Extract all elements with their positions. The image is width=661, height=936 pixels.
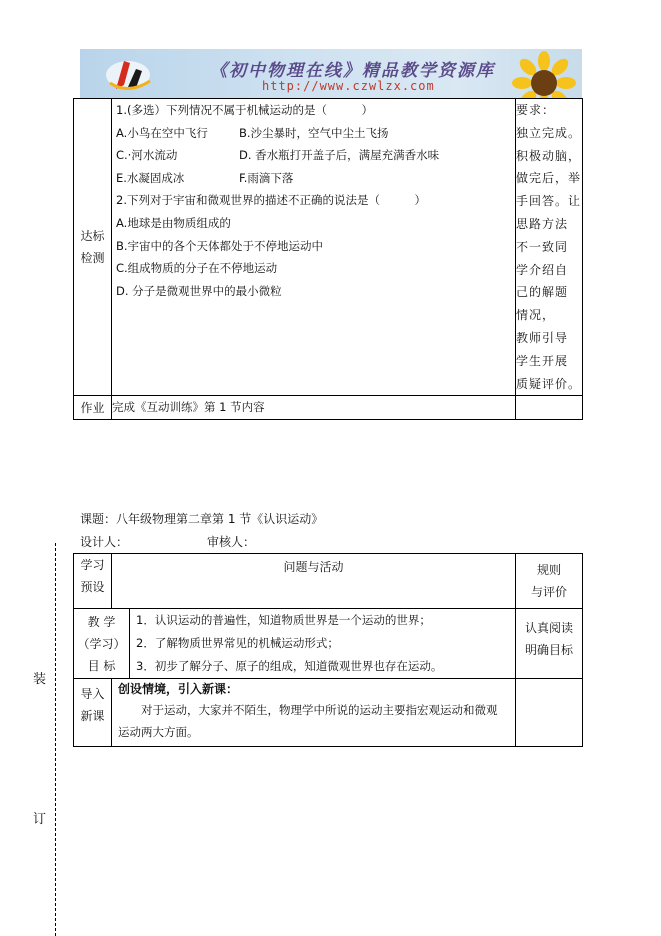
course-title: 课题：八年级物理第二章第 1 节《认识运动》 bbox=[80, 512, 324, 526]
intro-content bbox=[112, 679, 516, 747]
site-logo-icon bbox=[102, 55, 158, 93]
header-evaluation: 规则 与评价 bbox=[516, 554, 583, 609]
assessment-label: 达标 检测 bbox=[74, 99, 112, 396]
question-1-option-row: A.小鸟在空中飞行 B.沙尘暴时，空气中尘土飞扬 bbox=[116, 125, 389, 140]
intro-text: 对于运动，大家并不陌生，物理学中所说的运动主要指宏观运动和微观 bbox=[118, 703, 498, 717]
assessment-table bbox=[73, 98, 583, 420]
header-activities: 问题与活动 bbox=[112, 554, 516, 609]
banner-title: 《初中物理在线》精品教学资源库 bbox=[210, 61, 495, 81]
homework-text: 完成《互动训练》第 1 节内容 bbox=[112, 396, 516, 420]
intro-text: 运动两大方面。 bbox=[118, 725, 199, 739]
goals-eval: 认真阅读 明确目标 bbox=[516, 609, 583, 679]
question-2-stem: 2.下列对于宇宙和微观世界的描述不正确的说法是（ ） bbox=[116, 193, 426, 208]
question-1-option-row: C.·河水流动 D. 香水瓶打开盖子后，满屋充满香水味 bbox=[116, 148, 440, 163]
goal-item: 2．了解物质世界常见的机械运动形式； bbox=[136, 636, 339, 650]
goal-item: 3．初步了解分子、原子的组成，知道微观世界也存在运动。 bbox=[136, 659, 443, 673]
question-2-option: D. 分子是微观世界中的最小微粒 bbox=[116, 283, 282, 298]
goals-list bbox=[130, 609, 516, 679]
requirements-cell: 要求： 独立完成。 积极动脑， 做完后，举 手回答。让 思路方法 不一致同 学介绍自 己的解题 情况， 教师引导 学生开展 质疑评价。 bbox=[516, 99, 583, 396]
question-1-option-row: E.水凝固成冰 F.雨滴下落 bbox=[116, 170, 294, 185]
lesson-table bbox=[73, 553, 583, 747]
intro-label: 导入 新课 bbox=[74, 679, 112, 747]
goal-item: 1．认识运动的普遍性，知道物质世界是一个运动的世界； bbox=[136, 613, 431, 627]
header-banner bbox=[80, 49, 582, 98]
homework-label: 作业 bbox=[74, 396, 112, 420]
question-2-option: A.地球是由物质组成的 bbox=[116, 215, 231, 230]
binding-char: 装 bbox=[33, 668, 46, 687]
question-2-option: B.宇宙中的各个天体都处于不停地运动中 bbox=[116, 238, 324, 253]
binding-line bbox=[55, 543, 56, 936]
question-2-option: C.组成物质的分子在不停地运动 bbox=[116, 261, 278, 276]
assessment-questions bbox=[112, 99, 516, 396]
intro-eval bbox=[516, 679, 583, 747]
goals-label: 教 学 （学习） 目 标 bbox=[74, 609, 130, 679]
homework-eval bbox=[516, 396, 583, 420]
binding-char: 订 bbox=[33, 808, 46, 827]
reviewer-label: 审核人： bbox=[207, 535, 256, 549]
question-1-stem: 1.(多选）下列情况不属于机械运动的是（ ） bbox=[116, 103, 373, 117]
sunflower-icon bbox=[512, 51, 576, 98]
designer-label: 设计人： bbox=[80, 535, 129, 549]
intro-heading: 创设情境，引入新课： bbox=[118, 682, 239, 696]
header-preset: 学习 预设 bbox=[74, 554, 112, 609]
banner-url[interactable]: http://www.czwlzx.com bbox=[262, 79, 435, 93]
